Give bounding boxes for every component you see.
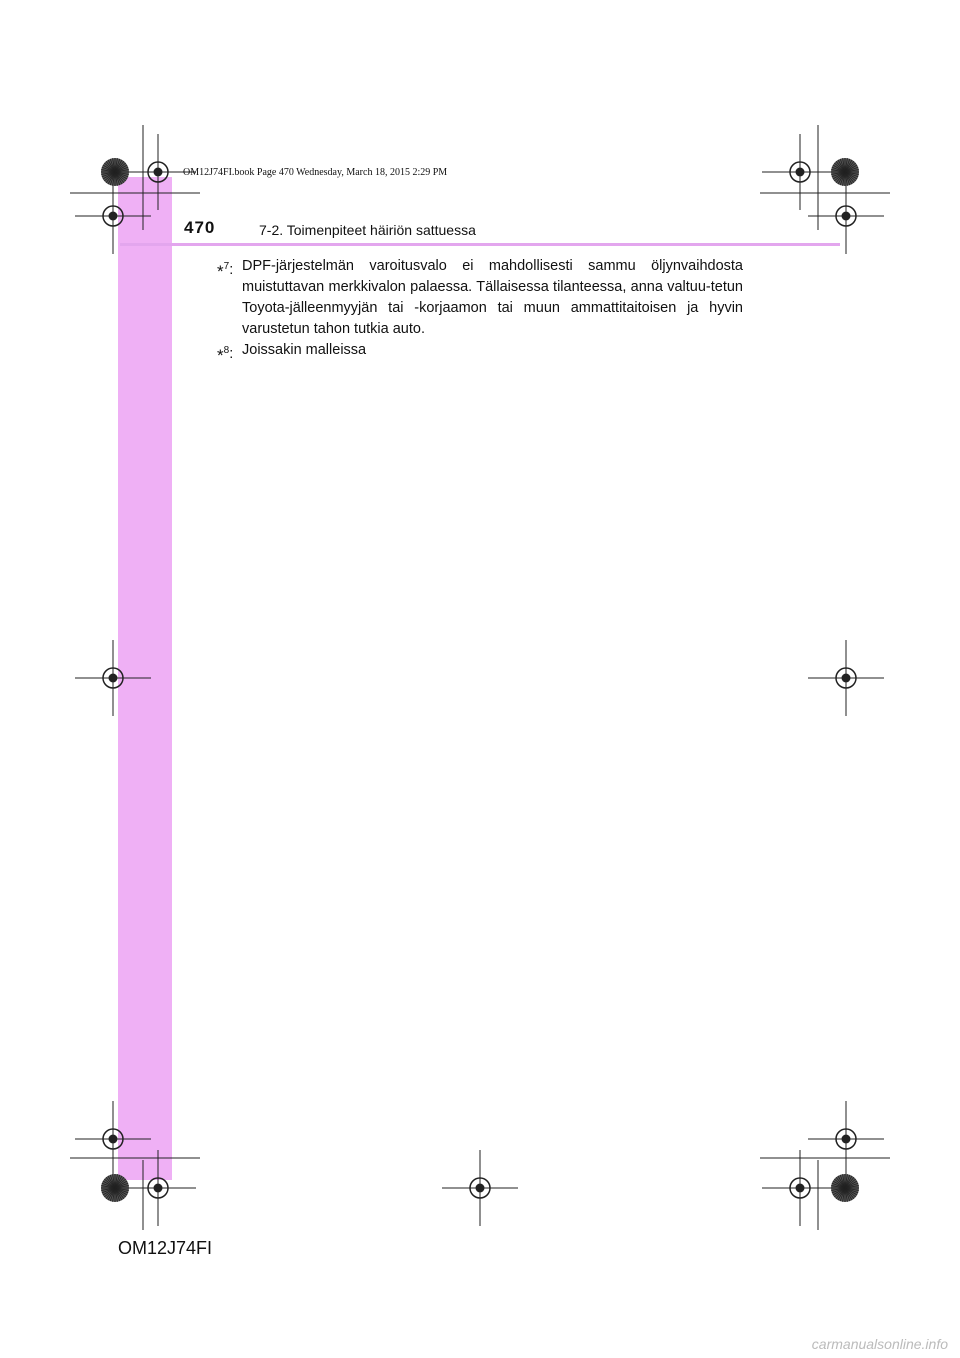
- page-number: 470: [184, 218, 216, 237]
- header-rule: [120, 243, 840, 246]
- footnote-7: [217, 256, 743, 340]
- footnote-text: Joissakin malleissa: [242, 342, 367, 358]
- section-title: 7-2. Toimenpiteet häiriön sattuessa: [259, 222, 476, 238]
- registration-mark-icon: [75, 640, 151, 716]
- registration-mark-icon: [120, 1150, 196, 1226]
- registration-mark-icon: [75, 1101, 151, 1177]
- starburst-mark-icon: [831, 158, 859, 186]
- registration-mark-icon: [808, 1101, 884, 1177]
- registration-mark-icon: [808, 640, 884, 716]
- registration-mark-icon: [762, 1150, 838, 1226]
- footnote-8: [217, 340, 743, 365]
- footnote-text: DPF-järjestelmän varoitusvalo ei mahdollisesti sammu öljynvaihdosta muistuttavan merkkivalon palaessa. Tällaisessa tilanteessa, anna valtuu-tetun Toyota-jälleenmyyjän tai -korjaamon tai muun ammattitaitoisen ja hyvin varustetun tahon tutkia auto.: [242, 258, 743, 337]
- watermark: carmanualsonline.info: [811, 1336, 948, 1352]
- document-code: OM12J74FI: [118, 1238, 213, 1258]
- print-header: OM12J74FI.book Page 470 Wednesday, March 18, 2015 2:29 PM: [183, 167, 448, 178]
- registration-mark-icon: [762, 134, 838, 210]
- starburst-mark-icon: [101, 158, 129, 186]
- footnote-marker: *$^8$:: [217, 345, 234, 365]
- footnote-marker: *$^7$:: [217, 261, 234, 281]
- registration-mark-icon: [442, 1150, 518, 1226]
- starburst-mark-icon: [101, 1174, 129, 1202]
- starburst-mark-icon: [831, 1174, 859, 1202]
